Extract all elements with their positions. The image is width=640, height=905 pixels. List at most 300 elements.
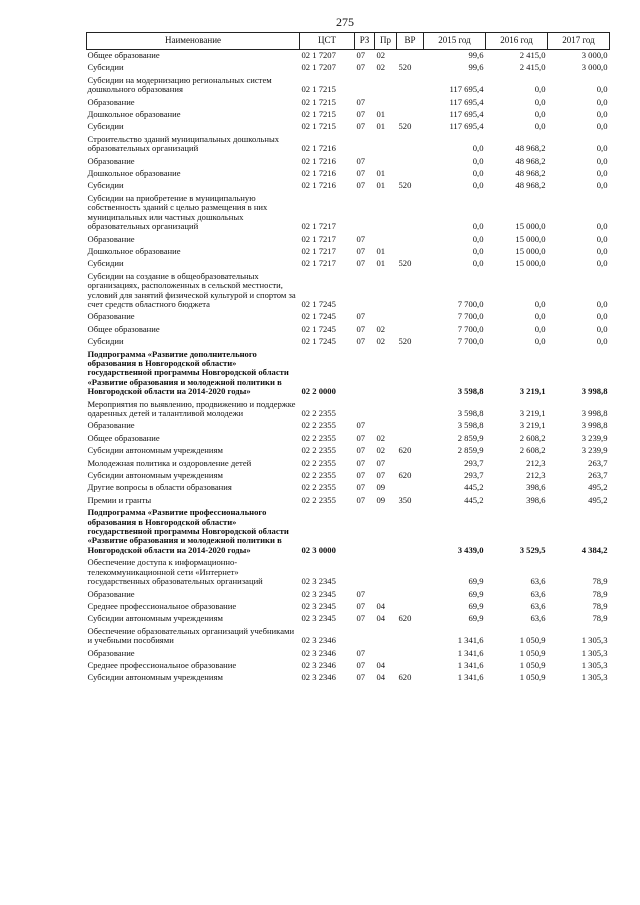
table-row	[87, 433, 610, 445]
cell-2017: 78,9	[592, 588, 608, 599]
table-row	[87, 349, 610, 399]
cell-cst: 02 3 2345	[301, 576, 336, 587]
cell-2017: 3 239,9	[581, 432, 608, 443]
cell-2017: 78,9	[592, 600, 608, 611]
cell-2017: 0,0	[596, 336, 608, 347]
cell-name: Другие вопросы в области образования	[87, 482, 232, 493]
table-row	[87, 613, 610, 625]
cell-vr: 350	[398, 494, 412, 505]
cell-name: Субсидии на приобретение в муниципальную собственность зданий с целью размещения в них муниципальных или частных дошкольных образовательных организаций	[87, 192, 268, 232]
cell-2016: 2 415,0	[519, 50, 546, 60]
cell-vr: 520	[398, 62, 412, 73]
cell-2016: 48 968,2	[515, 168, 546, 179]
cell-2016: 212,3	[526, 470, 546, 481]
cell-vr	[397, 349, 424, 399]
cell-cst: 02 2 2355	[301, 494, 336, 505]
table-row	[87, 589, 610, 601]
table-row	[87, 109, 610, 121]
cell-vr: 620	[398, 470, 412, 481]
cell-pr	[375, 349, 397, 399]
cell-cst: 02 3 2345	[301, 588, 336, 599]
cell-cst: 02 3 2345	[301, 613, 336, 624]
cell-cst: 02 1 7217	[301, 245, 336, 256]
cell-2016: 15 000,0	[515, 221, 546, 232]
cell-pr: 07	[376, 470, 386, 481]
cell-rz: 07	[356, 647, 366, 658]
cell-cst: 02 2 0000	[301, 386, 336, 397]
page-number: 275	[336, 15, 354, 29]
cell-name: Обеспечение доступа к информационно-телекоммуникационной сети «Интернет» государственных образовательных организаций	[87, 557, 263, 587]
cell-name: Субсидии	[87, 258, 124, 269]
table-row	[87, 121, 610, 133]
table-row	[87, 50, 610, 63]
table-row	[87, 495, 610, 507]
cell-cst: 02 1 7207	[301, 50, 336, 60]
cell-2015: 99,6	[468, 50, 484, 60]
cell-2015: 7 700,0	[457, 311, 484, 322]
col-header-cst: ЦСТ	[300, 33, 355, 50]
cell-2015: 293,7	[464, 470, 484, 481]
cell-rz: 07	[356, 155, 366, 166]
cell-rz: 07	[356, 180, 366, 191]
table-row	[87, 271, 610, 312]
cell-vr	[397, 324, 424, 336]
cell-cst: 02 1 7215	[301, 84, 336, 95]
cell-vr	[397, 420, 424, 432]
cell-2016: 2 415,0	[519, 62, 546, 73]
table-row	[87, 482, 610, 494]
cell-2016: 63,6	[530, 588, 546, 599]
cell-2017: 0,0	[596, 245, 608, 256]
cell-pr	[375, 234, 397, 246]
table-row	[87, 246, 610, 258]
col-header-pr: Пр	[375, 33, 397, 50]
cell-vr: 620	[398, 445, 412, 456]
cell-2015: 3 598,8	[457, 386, 484, 397]
cell-rz: 07	[356, 445, 366, 456]
cell-pr	[375, 648, 397, 660]
cell-2016: 398,6	[526, 494, 546, 505]
cell-name: Дошкольное образование	[87, 109, 181, 120]
cell-name: Субсидии на создание в общеобразовательных организациях, расположенных в сельской местности, условий для занятий физической культурой и спортом за счет средств областного бюджета	[87, 270, 296, 309]
cell-2016: 63,6	[530, 600, 546, 611]
cell-pr: 04	[376, 613, 386, 624]
cell-name: Субсидии автономным учреждениям	[87, 445, 223, 456]
cell-2015: 0,0	[472, 221, 484, 232]
cell-vr	[397, 557, 424, 588]
cell-rz: 07	[356, 109, 366, 120]
cell-vr	[397, 75, 424, 97]
cell-pr: 02	[376, 50, 386, 60]
cell-2016: 48 968,2	[515, 143, 546, 154]
cell-vr	[397, 660, 424, 672]
cell-2016: 0,0	[534, 121, 546, 132]
cell-cst: 02 2 2355	[301, 408, 336, 418]
cell-2015: 1 341,6	[457, 659, 484, 670]
cell-name: Мероприятия по выявлению, продвижению и поддержке одаренных детей и талантливой молодежи	[87, 398, 296, 418]
cell-name: Общее образование	[87, 432, 160, 443]
cell-rz: 07	[356, 470, 366, 481]
cell-rz: 07	[356, 245, 366, 256]
cell-2017: 1 305,3	[581, 647, 608, 658]
cell-vr: 520	[398, 121, 412, 132]
cell-vr	[397, 50, 424, 63]
cell-rz: 07	[356, 62, 366, 73]
cell-pr: 02	[376, 323, 386, 334]
table-row	[87, 193, 610, 234]
cell-2015: 445,2	[464, 494, 484, 505]
cell-2017: 1 305,3	[581, 635, 608, 646]
cell-rz: 07	[356, 311, 366, 322]
table-row	[87, 324, 610, 336]
table-row	[87, 62, 610, 74]
cell-name: Субсидии	[87, 336, 124, 347]
cell-cst: 02 1 7245	[301, 336, 336, 347]
cell-2015: 2 859,9	[457, 445, 484, 456]
cell-2015: 0,0	[472, 155, 484, 166]
cell-2017: 0,0	[596, 84, 608, 95]
cell-2017: 0,0	[596, 109, 608, 120]
cell-2015: 7 700,0	[457, 323, 484, 334]
cell-cst: 02 1 7245	[301, 298, 336, 309]
cell-2016: 0,0	[534, 323, 546, 334]
cell-cst: 02 2 2355	[301, 445, 336, 456]
cell-vr	[397, 134, 424, 156]
cell-pr: 02	[376, 445, 386, 456]
cell-pr: 04	[376, 659, 386, 670]
cell-rz	[355, 134, 375, 156]
cell-2015: 99,6	[468, 62, 484, 73]
cell-2017: 0,0	[596, 323, 608, 334]
cell-cst: 02 1 7217	[301, 258, 336, 269]
cell-name: Строительство зданий муниципальных дошкольных образовательных организаций	[87, 133, 280, 154]
cell-rz: 07	[356, 323, 366, 334]
cell-rz	[355, 626, 375, 648]
cell-vr	[397, 156, 424, 168]
cell-2015: 7 700,0	[457, 336, 484, 347]
cell-cst: 02 1 7216	[301, 168, 336, 179]
cell-rz	[355, 271, 375, 312]
table-row	[87, 234, 610, 246]
cell-2016: 212,3	[526, 457, 546, 468]
cell-2016: 63,6	[530, 576, 546, 587]
cell-rz: 07	[356, 672, 366, 683]
cell-2016: 0,0	[534, 96, 546, 107]
cell-pr: 01	[376, 180, 386, 191]
cell-pr	[375, 311, 397, 323]
cell-cst: 02 1 7207	[301, 62, 336, 73]
cell-name: Образование	[87, 233, 135, 244]
table-row	[87, 336, 610, 348]
cell-vr	[397, 246, 424, 258]
cell-2015: 0,0	[472, 245, 484, 256]
cell-vr: 520	[398, 258, 412, 269]
cell-cst: 02 1 7216	[301, 143, 336, 154]
cell-rz: 07	[356, 600, 366, 611]
cell-name: Общее образование	[87, 50, 160, 60]
cell-vr	[397, 648, 424, 660]
cell-2017: 1 305,3	[581, 659, 608, 670]
cell-name: Субсидии	[87, 62, 124, 73]
cell-2015: 117 695,4	[449, 109, 484, 120]
cell-2017: 0,0	[596, 233, 608, 244]
cell-2017: 3 000,0	[581, 62, 608, 73]
table-row	[87, 258, 610, 270]
cell-cst: 02 1 7216	[301, 155, 336, 166]
cell-2017: 78,9	[592, 613, 608, 624]
cell-vr	[397, 109, 424, 121]
cell-rz: 07	[356, 494, 366, 505]
cell-2017: 0,0	[596, 221, 608, 232]
cell-2016: 0,0	[534, 84, 546, 95]
cell-pr	[375, 626, 397, 648]
cell-2015: 117 695,4	[449, 84, 484, 95]
cell-2016: 48 968,2	[515, 155, 546, 166]
cell-name: Среднее профессиональное образование	[87, 659, 237, 670]
cell-cst: 02 3 2346	[301, 659, 336, 670]
cell-cst: 02 1 7217	[301, 221, 336, 232]
cell-2016: 15 000,0	[515, 233, 546, 244]
cell-name: Субсидии автономным учреждениям	[87, 672, 223, 683]
table-row	[87, 445, 610, 457]
col-header-name: Наименование	[87, 33, 300, 50]
cell-name: Субсидии на модернизацию региональных систем дошкольного образования	[87, 74, 272, 95]
cell-2017: 3 998,8	[581, 420, 608, 431]
cell-vr: 620	[398, 672, 412, 683]
cell-2016: 1 050,9	[519, 659, 546, 670]
table-row	[87, 180, 610, 192]
cell-pr: 02	[376, 336, 386, 347]
cell-2016: 2 608,2	[519, 432, 546, 443]
table-row	[87, 97, 610, 109]
cell-2015: 7 700,0	[457, 298, 484, 309]
cell-pr: 01	[376, 168, 386, 179]
cell-2017: 495,2	[588, 494, 608, 505]
cell-cst: 02 1 7217	[301, 233, 336, 244]
cell-2015: 117 695,4	[449, 121, 484, 132]
cell-rz	[355, 349, 375, 399]
cell-vr	[397, 433, 424, 445]
col-header-2017: 2017 год	[548, 33, 610, 50]
cell-2016: 3 219,1	[519, 408, 546, 418]
table-header-row	[87, 33, 610, 50]
cell-pr: 01	[376, 109, 386, 120]
cell-2016: 398,6	[526, 482, 546, 493]
cell-pr: 04	[376, 600, 386, 611]
cell-rz: 07	[356, 613, 366, 624]
cell-2015: 0,0	[472, 233, 484, 244]
table-row	[87, 601, 610, 613]
cell-cst: 02 2 2355	[301, 420, 336, 431]
cell-rz: 07	[356, 336, 366, 347]
cell-cst: 02 3 2346	[301, 635, 336, 646]
table-row	[87, 75, 610, 97]
cell-rz: 07	[356, 233, 366, 244]
cell-vr	[397, 626, 424, 648]
cell-2016: 3 529,5	[519, 544, 546, 555]
cell-2017: 0,0	[596, 155, 608, 166]
cell-name: Среднее профессиональное образование	[87, 600, 237, 611]
col-header-vr: ВР	[397, 33, 424, 50]
cell-pr: 01	[376, 121, 386, 132]
cell-pr	[375, 420, 397, 432]
cell-vr	[397, 311, 424, 323]
table-row	[87, 134, 610, 156]
cell-pr: 01	[376, 245, 386, 256]
cell-pr	[375, 134, 397, 156]
cell-2016: 63,6	[530, 613, 546, 624]
col-header-rz: РЗ	[355, 33, 375, 50]
cell-vr	[397, 601, 424, 613]
cell-name: Субсидии автономным учреждениям	[87, 613, 223, 624]
cell-rz: 07	[356, 420, 366, 431]
cell-2015: 69,9	[468, 600, 484, 611]
table-row	[87, 507, 610, 557]
cell-pr: 09	[376, 482, 386, 493]
cell-pr: 04	[376, 672, 386, 683]
table-row	[87, 458, 610, 470]
cell-rz: 07	[356, 50, 366, 60]
cell-2015: 3 598,8	[457, 420, 484, 431]
cell-name: Дошкольное образование	[87, 168, 181, 179]
cell-cst: 02 2 2355	[301, 470, 336, 481]
cell-2017: 0,0	[596, 96, 608, 107]
cell-2015: 2 859,9	[457, 432, 484, 443]
cell-name: Образование	[87, 588, 135, 599]
cell-2016: 0,0	[534, 311, 546, 322]
cell-cst: 02 1 7215	[301, 109, 336, 120]
cell-pr	[375, 589, 397, 601]
cell-vr	[397, 482, 424, 494]
cell-rz: 07	[356, 168, 366, 179]
cell-name: Дошкольное образование	[87, 245, 181, 256]
cell-2016: 15 000,0	[515, 245, 546, 256]
cell-rz	[355, 75, 375, 97]
cell-cst: 02 1 7245	[301, 311, 336, 322]
table-row	[87, 311, 610, 323]
cell-rz: 07	[356, 121, 366, 132]
cell-rz: 07	[356, 482, 366, 493]
cell-2017: 263,7	[588, 457, 608, 468]
cell-rz	[355, 507, 375, 557]
table-row	[87, 156, 610, 168]
cell-name: Подпрограмма «Развитие профессионального образования в Новгородской области» государственной программы Новгородской области «Развитие образования и молодежной политики в Новгородской области на 2014-2020 годы»	[87, 507, 289, 555]
cell-pr	[375, 97, 397, 109]
cell-2017: 3 239,9	[581, 445, 608, 456]
cell-2015: 0,0	[472, 168, 484, 179]
cell-2017: 0,0	[596, 298, 608, 309]
cell-vr	[397, 234, 424, 246]
cell-2016: 0,0	[534, 298, 546, 309]
cell-2017: 263,7	[588, 470, 608, 481]
cell-vr	[397, 399, 424, 421]
cell-rz: 07	[356, 659, 366, 670]
cell-pr	[375, 75, 397, 97]
cell-pr	[375, 156, 397, 168]
cell-2015: 0,0	[472, 258, 484, 269]
cell-2017: 0,0	[596, 180, 608, 191]
table-row	[87, 648, 610, 660]
table-row	[87, 470, 610, 482]
cell-cst: 02 1 7245	[301, 323, 336, 334]
cell-cst: 02 2 2355	[301, 432, 336, 443]
cell-2015: 3 439,0	[457, 544, 484, 555]
cell-name: Образование	[87, 420, 135, 431]
cell-vr	[397, 271, 424, 312]
cell-cst: 02 1 7215	[301, 96, 336, 107]
col-header-2015: 2015 год	[424, 33, 486, 50]
table-row	[87, 399, 610, 421]
cell-2015: 445,2	[464, 482, 484, 493]
table-row	[87, 660, 610, 672]
cell-2017: 0,0	[596, 258, 608, 269]
cell-2017: 0,0	[596, 143, 608, 154]
cell-name: Премии и гранты	[87, 494, 152, 505]
cell-2017: 78,9	[592, 576, 608, 587]
cell-cst: 02 1 7215	[301, 121, 336, 132]
cell-vr	[397, 507, 424, 557]
cell-pr: 02	[376, 62, 386, 73]
cell-rz	[355, 193, 375, 234]
cell-vr	[397, 168, 424, 180]
cell-2016: 1 050,9	[519, 635, 546, 646]
cell-vr	[397, 97, 424, 109]
cell-vr: 620	[398, 613, 412, 624]
cell-name: Образование	[87, 96, 135, 107]
cell-2015: 3 598,8	[457, 408, 484, 418]
cell-name: Образование	[87, 647, 135, 658]
cell-vr: 520	[398, 180, 412, 191]
cell-pr: 09	[376, 494, 386, 505]
cell-2016: 0,0	[534, 109, 546, 120]
cell-name: Субсидии	[87, 121, 124, 132]
cell-vr: 520	[398, 336, 412, 347]
table-row	[87, 168, 610, 180]
cell-cst: 02 2 2355	[301, 457, 336, 468]
cell-2015: 69,9	[468, 613, 484, 624]
cell-name: Подпрограмма «Развитие дополнительного образования в Новгородской области» государственной программы Новгородской области «Развитие образования и молодежной политики в Новгородской области на 2014-2020 годы»	[87, 348, 289, 397]
cell-cst: 02 3 2346	[301, 672, 336, 683]
cell-2017: 0,0	[596, 311, 608, 322]
cell-2015: 0,0	[472, 143, 484, 154]
cell-name: Субсидии	[87, 180, 124, 191]
cell-2017: 0,0	[596, 121, 608, 132]
cell-2016: 3 219,1	[519, 386, 546, 397]
cell-vr	[397, 458, 424, 470]
cell-2015: 293,7	[464, 457, 484, 468]
cell-2016: 0,0	[534, 336, 546, 347]
cell-rz: 07	[356, 96, 366, 107]
cell-rz	[355, 557, 375, 588]
cell-pr	[375, 193, 397, 234]
cell-vr	[397, 589, 424, 601]
cell-2016: 48 968,2	[515, 180, 546, 191]
cell-rz: 07	[356, 432, 366, 443]
cell-rz: 07	[356, 258, 366, 269]
col-header-2016: 2016 год	[486, 33, 548, 50]
cell-2017: 495,2	[588, 482, 608, 493]
cell-2017: 3 998,8	[581, 408, 608, 418]
table-row	[87, 626, 610, 648]
cell-2016: 15 000,0	[515, 258, 546, 269]
cell-2015: 1 341,6	[457, 635, 484, 646]
cell-pr	[375, 507, 397, 557]
cell-2017: 4 384,2	[581, 544, 608, 555]
cell-cst: 02 2 2355	[301, 482, 336, 493]
cell-2015: 117 695,4	[449, 96, 484, 107]
cell-name: Молодежная политика и оздоровление детей	[87, 457, 252, 468]
cell-2016: 2 608,2	[519, 445, 546, 456]
